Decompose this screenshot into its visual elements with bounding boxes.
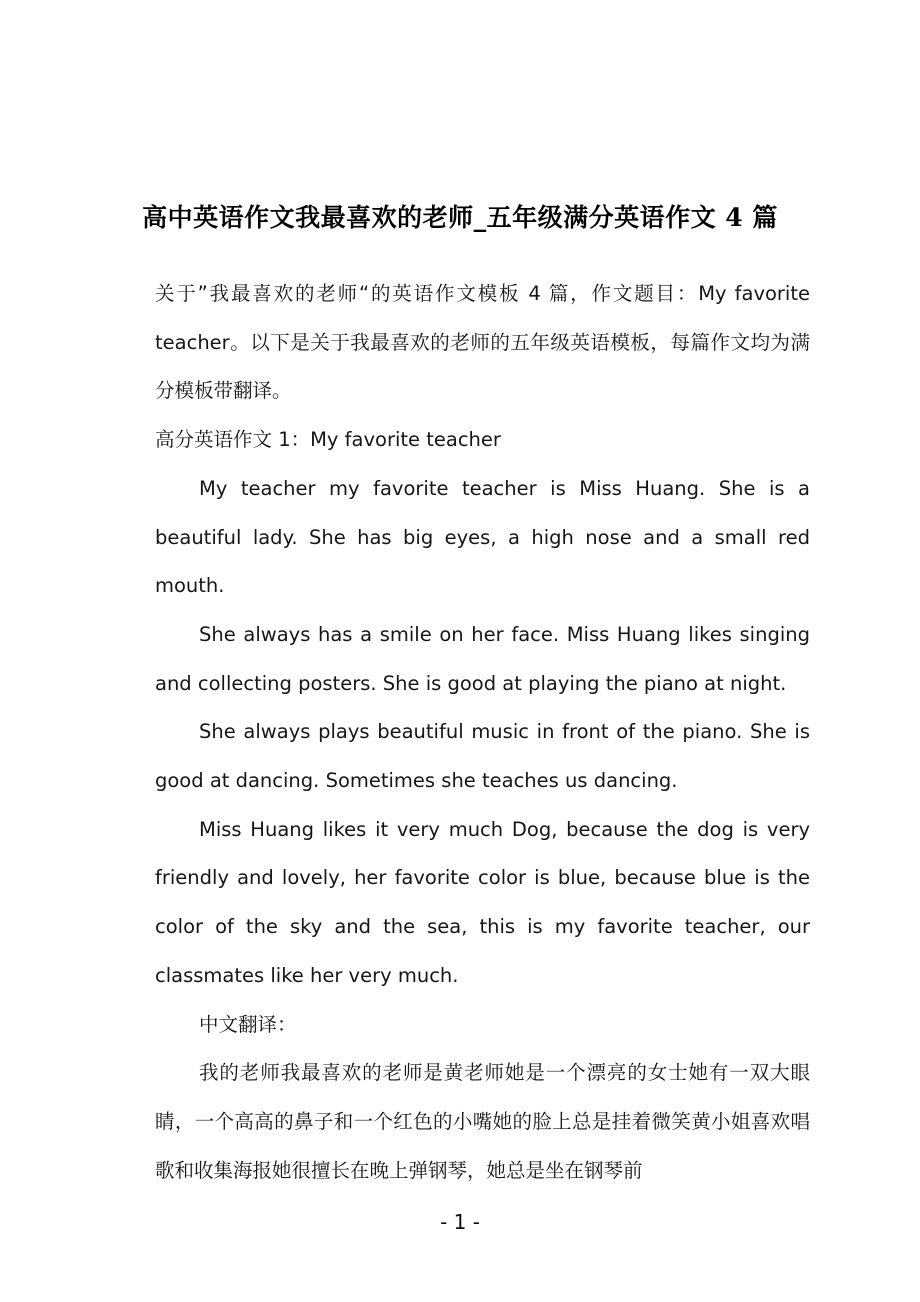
essay-paragraph: She always has a smile on her face. Miss Huang likes singing and collecting posters. She is good at playing the piano at night.: [155, 622, 810, 695]
essay-paragraph: Miss Huang likes it very much Dog, because the dog is very friendly and lovely, her favorite color is blue, because blue is the color of the sky and the sea, this is my favorite teacher, our classmates like her very much.: [155, 817, 810, 987]
document-body: [155, 270, 810, 1195]
document-title: 高中英语作文我最喜欢的老师_五年级满分英语作文 4 篇: [142, 203, 778, 232]
essay-paragraph: My teacher my favorite teacher is Miss Huang. She is a beautiful lady. She has big eyes, a high nose and a small red mouth.: [155, 476, 810, 598]
essay-heading: 高分英语作文 1：My favorite teacher: [155, 428, 501, 452]
translation-paragraph: 我的老师我最喜欢的老师是黄老师她是一个漂亮的女士她有一双大眼睛，一个高高的鼻子和一个红色的小嘴她的脸上总是挂着微笑黄小姐喜欢唱歌和收集海报她很擅长在晚上弹钢琴，她总是坐在钢琴前: [155, 1061, 810, 1182]
translation-heading: 中文翻译：: [199, 1012, 297, 1036]
intro-paragraph: 关于”我最喜欢的老师“的英语作文模板 4 篇，作文题目：My favorite teacher。以下是关于我最喜欢的老师的五年级英语模板，每篇作文均为满分模板带翻译。: [155, 282, 810, 403]
essay-paragraph: She always plays beautiful music in front of the piano. She is good at dancing. Sometimes she teaches us dancing.: [155, 720, 810, 793]
page-number: - 1 -: [440, 1210, 480, 1234]
